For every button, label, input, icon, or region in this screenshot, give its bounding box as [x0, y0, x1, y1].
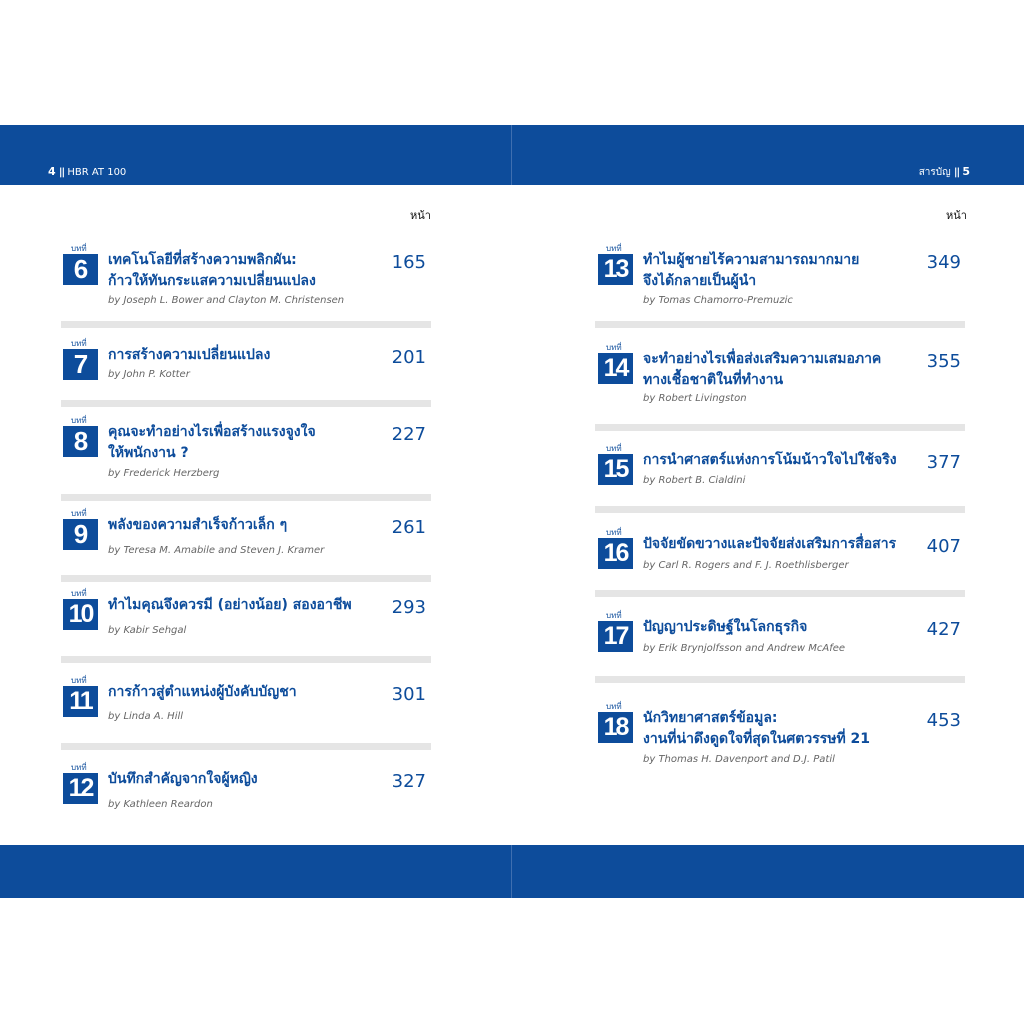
- chapter-number: 14: [598, 353, 633, 384]
- toc-entry[interactable]: [61, 242, 431, 317]
- header-band: [0, 125, 1024, 185]
- toc-entry[interactable]: [596, 442, 966, 502]
- toc-entry[interactable]: [61, 414, 431, 489]
- page-number: 355: [926, 351, 961, 372]
- right-page-number: 5: [962, 165, 970, 178]
- chapter-title[interactable]: [108, 422, 378, 464]
- chapter-label: บทที่: [71, 763, 87, 772]
- toc-entry[interactable]: [596, 526, 966, 586]
- chapter-title[interactable]: [643, 708, 943, 750]
- page-number: 349: [926, 252, 961, 273]
- toc-entry[interactable]: [596, 242, 966, 317]
- chapter-author: by Kathleen Reardon: [108, 799, 213, 810]
- title-line: งานที่น่าดึงดูดใจที่สุดในศตวรรษที่ 21: [643, 731, 871, 747]
- folio-divider: ||: [953, 167, 960, 178]
- chapter-author: by Tomas Chamorro-Premuzic: [643, 295, 793, 306]
- toc-entry[interactable]: [61, 337, 431, 397]
- footer-band: [0, 845, 1024, 898]
- separator: [61, 321, 431, 328]
- title-line: ปัญญาประดิษฐ์ในโลกธุรกิจ: [643, 619, 808, 635]
- toc-entry[interactable]: [596, 700, 966, 775]
- title-line: การก้าวสู่ตำแหน่งผู้บังคับบัญชา: [108, 684, 297, 700]
- chapter-number: 7: [63, 349, 98, 380]
- folio-divider: ||: [58, 167, 65, 178]
- chapter-author: by Thomas H. Davenport and D.J. Patil: [643, 754, 835, 765]
- chapter-number: 18: [598, 712, 633, 743]
- title-line: ทำไมคุณจึงควรมี (อย่างน้อย) สองอาชีพ: [108, 597, 352, 613]
- chapter-title[interactable]: [643, 349, 943, 391]
- chapter-label: บทที่: [606, 528, 622, 537]
- toc-entry[interactable]: [596, 341, 966, 416]
- title-line: บันทึกสำคัญจากใจผู้หญิง: [108, 771, 258, 787]
- chapter-author: by Robert B. Cialdini: [643, 475, 746, 486]
- title-line: ปัจจัยขัดขวางและปัจจัยส่งเสริมการสื่อสาร: [643, 536, 897, 552]
- separator: [595, 321, 965, 328]
- left-page-number: 4: [48, 165, 56, 178]
- separator: [61, 656, 431, 663]
- title-line: จะทำอย่างไรเพื่อส่งเสริมความเสมอภาค: [643, 351, 882, 367]
- spine-gutter-bottom: [511, 845, 512, 898]
- chapter-number: 8: [63, 426, 98, 457]
- title-line: คุณจะทำอย่างไรเพื่อสร้างแรงจูงใจ: [108, 424, 316, 440]
- book-title: HBR AT 100: [67, 167, 127, 178]
- toc-entry[interactable]: [61, 587, 431, 647]
- chapter-title[interactable]: [643, 617, 913, 638]
- section-title: สารบัญ: [918, 167, 951, 178]
- page-number: 453: [926, 710, 961, 731]
- chapter-author: by Erik Brynjolfsson and Andrew McAfee: [643, 643, 846, 654]
- page-number: 227: [391, 424, 426, 445]
- toc-entry[interactable]: [61, 761, 431, 821]
- chapter-number: 9: [63, 519, 98, 550]
- chapter-title[interactable]: [108, 682, 378, 703]
- chapter-author: by John P. Kotter: [108, 369, 190, 380]
- page-column-label: หน้า: [410, 209, 431, 222]
- chapter-label: บทที่: [606, 444, 622, 453]
- title-line: การนำศาสตร์แห่งการโน้มน้าวใจไปใช้จริง: [643, 452, 897, 468]
- chapter-label: บทที่: [71, 339, 87, 348]
- title-line: จึงได้กลายเป็นผู้นำ: [643, 273, 757, 289]
- separator: [61, 575, 431, 582]
- page-number: 407: [926, 536, 961, 557]
- chapter-title[interactable]: [108, 515, 378, 536]
- separator: [595, 676, 965, 683]
- title-line: นักวิทยาศาสตร์ข้อมูล:: [643, 710, 778, 726]
- chapter-number: 15: [598, 454, 633, 485]
- page-number: 165: [391, 252, 426, 273]
- separator: [595, 506, 965, 513]
- separator: [61, 400, 431, 407]
- title-line: ก้าวให้ทันกระแสความเปลี่ยนแปลง: [108, 273, 316, 289]
- page-number: 201: [391, 347, 426, 368]
- chapter-author: by Carl R. Rogers and F. J. Roethlisberger: [643, 560, 849, 571]
- chapter-label: บทที่: [71, 589, 87, 598]
- chapter-label: บทที่: [606, 611, 622, 620]
- title-line: เทคโนโลยีที่สร้างความพลิกผัน:: [108, 252, 297, 268]
- separator: [61, 743, 431, 750]
- chapter-label: บทที่: [71, 416, 87, 425]
- chapter-number: 17: [598, 621, 633, 652]
- title-line: ให้พนักงาน ?: [108, 445, 189, 461]
- title-line: ทำไมผู้ชายไร้ความสามารถมากมาย: [643, 252, 860, 268]
- title-line: พลังของความสำเร็จก้าวเล็ก ๆ: [108, 517, 288, 533]
- separator: [595, 590, 965, 597]
- toc-entry[interactable]: [61, 507, 431, 567]
- chapter-label: บทที่: [606, 343, 622, 352]
- chapter-label: บทที่: [606, 244, 622, 253]
- title-line: ทางเชื้อชาติในที่ทำงาน: [643, 372, 784, 388]
- chapter-label: บทที่: [71, 676, 87, 685]
- chapter-number: 11: [63, 686, 98, 717]
- chapter-number: 12: [63, 773, 98, 804]
- chapter-title[interactable]: [643, 534, 943, 555]
- page-number: 261: [391, 517, 426, 538]
- toc-entry[interactable]: [61, 674, 431, 734]
- chapter-number: 6: [63, 254, 98, 285]
- left-folio: [48, 166, 126, 179]
- chapter-label: บทที่: [71, 244, 87, 253]
- chapter-label: บทที่: [606, 702, 622, 711]
- chapter-title[interactable]: [108, 769, 378, 790]
- right-folio: [919, 166, 970, 179]
- page-column-label: หน้า: [946, 209, 967, 222]
- toc-entry[interactable]: [596, 609, 966, 669]
- chapter-author: by Kabir Sehgal: [108, 625, 187, 636]
- chapter-label: บทที่: [71, 509, 87, 518]
- chapter-number: 16: [598, 538, 633, 569]
- chapter-title[interactable]: [643, 450, 943, 471]
- chapter-title[interactable]: [108, 595, 378, 616]
- spine-gutter: [511, 125, 512, 185]
- separator: [595, 424, 965, 431]
- chapter-title[interactable]: [643, 250, 913, 292]
- chapter-author: by Linda A. Hill: [108, 711, 184, 722]
- page-number: 301: [391, 684, 426, 705]
- separator: [61, 494, 431, 501]
- chapter-title[interactable]: [108, 345, 378, 366]
- page-number: 293: [391, 597, 426, 618]
- chapter-number: 10: [63, 599, 98, 630]
- chapter-author: by Frederick Herzberg: [108, 468, 220, 479]
- chapter-author: by Joseph L. Bower and Clayton M. Christensen: [108, 295, 345, 306]
- chapter-title[interactable]: [108, 250, 378, 292]
- chapter-author: by Teresa M. Amabile and Steven J. Kramer: [108, 545, 325, 556]
- title-line: การสร้างความเปลี่ยนแปลง: [108, 347, 271, 363]
- chapter-number: 13: [598, 254, 633, 285]
- chapter-author: by Robert Livingston: [643, 393, 747, 404]
- page-number: 427: [926, 619, 961, 640]
- page-number: 327: [391, 771, 426, 792]
- page-number: 377: [926, 452, 961, 473]
